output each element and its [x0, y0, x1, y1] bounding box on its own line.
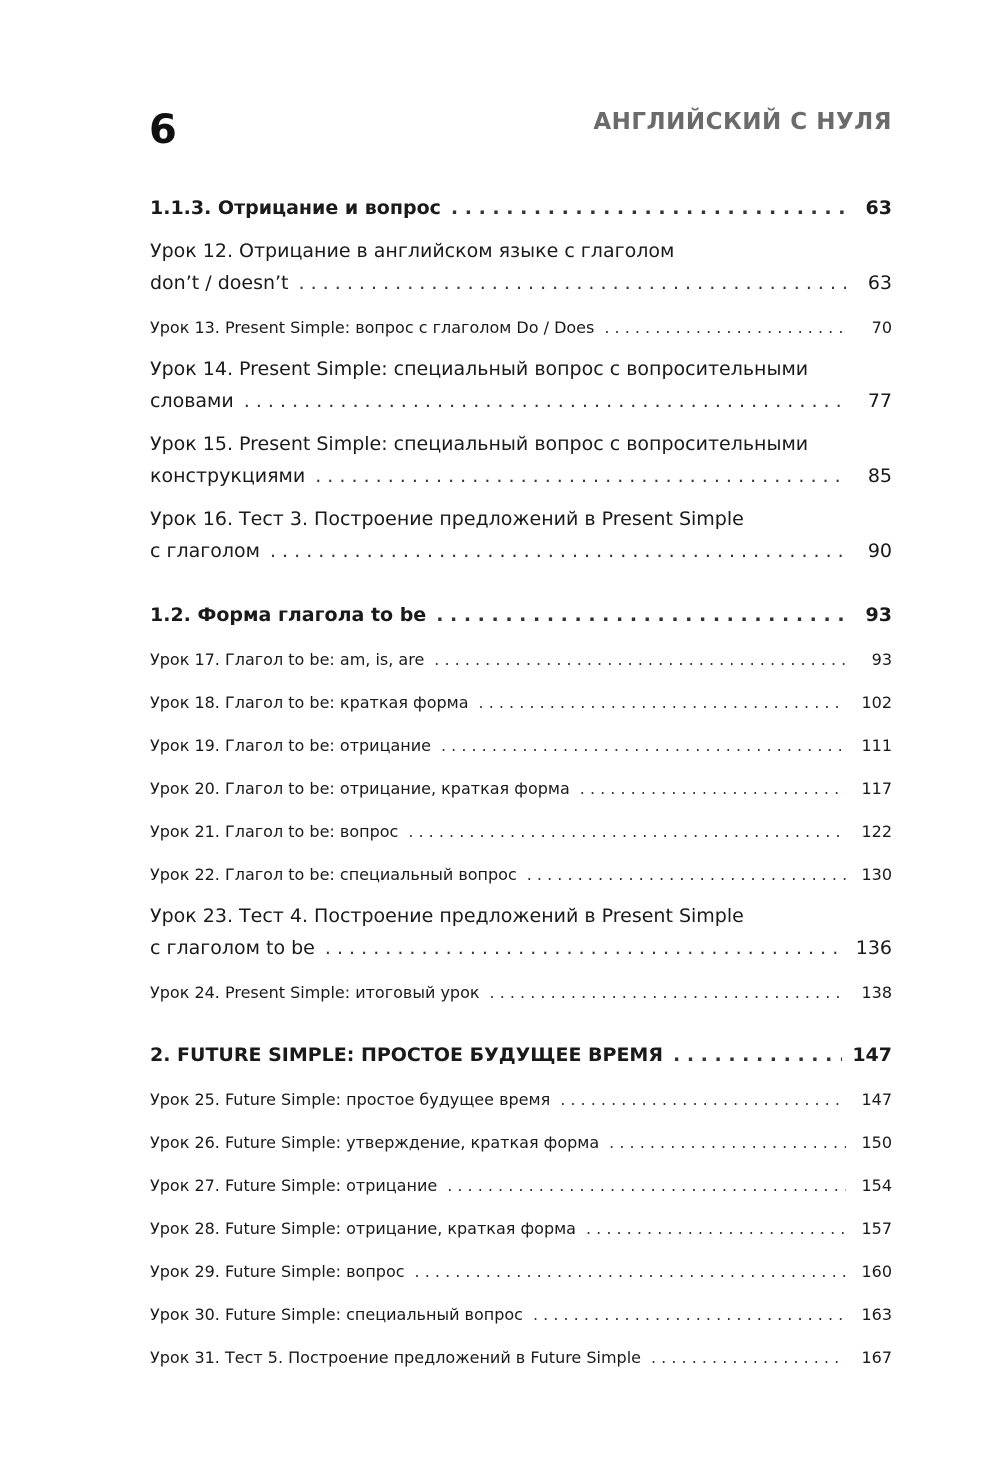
dot-leader [415, 1262, 846, 1289]
toc-entry-title: Урок 31. Тест 5. Построение предложений в Future Simple [150, 1348, 641, 1367]
dot-leader [244, 390, 846, 420]
table-of-contents [150, 183, 892, 1375]
dot-leader [408, 822, 846, 849]
toc-page-number: 138 [861, 983, 892, 1002]
toc-section[interactable] [150, 590, 892, 634]
toc-entry-title: Урок 16. Тест 3. Построение предложений в Present Simple [150, 508, 744, 530]
dot-leader [490, 983, 846, 1010]
toc-entry-title: Урок 22. Глагол to be: специальный вопрос [150, 865, 517, 884]
toc-page-number: 117 [861, 779, 892, 798]
toc-entry[interactable] [150, 677, 892, 720]
dot-leader [527, 865, 846, 892]
toc-page-number: 163 [861, 1305, 892, 1324]
toc-entry[interactable] [150, 892, 892, 967]
toc-page-number: 136 [855, 937, 892, 959]
toc-entry-title-cont: конструкциями [150, 465, 306, 487]
toc-section-title: 2. FUTURE SIMPLE: ПРОСТОЕ БУДУЩЕЕ ВРЕМЯ [150, 1044, 663, 1066]
toc-page-number: 85 [867, 465, 892, 487]
toc-entry-title: Урок 30. Future Simple: специальный вопрос [150, 1305, 523, 1324]
toc-entry-title-cont: don’t / doesn’t [150, 272, 289, 294]
toc-entry[interactable] [150, 1332, 892, 1375]
toc-entry[interactable] [150, 967, 892, 1010]
toc-section[interactable] [150, 183, 892, 227]
toc-entry-title: Урок 13. Present Simple: вопрос с глаголом Do / Does [150, 318, 595, 337]
toc-entry[interactable] [150, 345, 892, 420]
dot-leader [609, 1133, 846, 1160]
toc-page-number: 160 [861, 1262, 892, 1281]
toc-entry-title: Урок 28. Future Simple: отрицание, краткая форма [150, 1219, 576, 1238]
toc-page-number: 93 [871, 650, 892, 669]
toc-section-title: 1.1.3. Отрицание и вопрос [150, 197, 441, 219]
toc-entry[interactable] [150, 420, 892, 495]
toc-entry-title: Урок 26. Future Simple: утверждение, краткая форма [150, 1133, 600, 1152]
toc-page-number: 147 [861, 1090, 892, 1109]
dot-leader [533, 1305, 846, 1332]
dot-leader [325, 937, 846, 967]
dot-leader [651, 1348, 846, 1375]
toc-entry-title: Урок 15. Present Simple: специальный вопрос с вопросительными [150, 433, 809, 455]
dot-leader [673, 1044, 842, 1074]
toc-entry-title: Урок 24. Present Simple: итоговый урок [150, 983, 480, 1002]
toc-entry-title: Урок 19. Глагол to be: отрицание [150, 736, 431, 755]
dot-leader [441, 736, 846, 763]
toc-entry-title: Урок 29. Future Simple: вопрос [150, 1262, 405, 1281]
toc-page-number: 63 [865, 197, 892, 219]
toc-page-number: 150 [861, 1133, 892, 1152]
toc-entry-title: Урок 25. Future Simple: простое будущее время [150, 1090, 551, 1109]
dot-leader [270, 540, 846, 570]
toc-entry-title-cont: с глаголом [150, 540, 260, 562]
toc-page-number: 130 [861, 865, 892, 884]
toc-entry[interactable] [150, 495, 892, 570]
dot-leader [586, 1219, 846, 1246]
dot-leader [436, 604, 846, 634]
toc-page-number: 167 [861, 1348, 892, 1367]
toc-entry-title: Урок 27. Future Simple: отрицание [150, 1176, 438, 1195]
toc-entry[interactable] [150, 1246, 892, 1289]
toc-page-number: 147 [852, 1044, 892, 1066]
dot-leader [560, 1090, 846, 1117]
toc-entry[interactable] [150, 720, 892, 763]
toc-page-number: 77 [867, 390, 892, 412]
dot-leader [299, 272, 846, 302]
toc-entry[interactable] [150, 1074, 892, 1117]
toc-entry[interactable] [150, 763, 892, 806]
dot-leader [434, 650, 846, 677]
toc-entry[interactable] [150, 1160, 892, 1203]
toc-page-number: 63 [867, 272, 892, 294]
toc-entry[interactable] [150, 634, 892, 677]
toc-page-number: 90 [867, 540, 892, 562]
toc-entry[interactable] [150, 1203, 892, 1246]
dot-leader [451, 197, 846, 227]
toc-section-title: 1.2. Форма глагола to be [150, 604, 427, 626]
toc-page-number: 102 [861, 693, 892, 712]
toc-page-number: 70 [871, 318, 892, 337]
toc-entry[interactable] [150, 227, 892, 302]
toc-section[interactable] [150, 1030, 892, 1074]
toc-entry-title-cont: словами [150, 390, 234, 412]
toc-page-number: 111 [861, 736, 892, 755]
dot-leader [447, 1176, 846, 1203]
toc-entry-title: Урок 12. Отрицание в английском языке с глаголом [150, 240, 675, 262]
toc-entry[interactable] [150, 302, 892, 345]
toc-entry-title: Урок 14. Present Simple: специальный вопрос с вопросительными [150, 358, 809, 380]
toc-entry-title-cont: с глаголом to be [150, 937, 315, 959]
dot-leader [604, 318, 846, 345]
toc-entry[interactable] [150, 1117, 892, 1160]
toc-entry[interactable] [150, 1289, 892, 1332]
page-number: 6 [149, 107, 177, 153]
toc-entry[interactable] [150, 806, 892, 849]
toc-page-number: 157 [861, 1219, 892, 1238]
toc-page-number: 154 [861, 1176, 892, 1195]
dot-leader [479, 693, 846, 720]
toc-entry-title: Урок 20. Глагол to be: отрицание, краткая форма [150, 779, 570, 798]
toc-entry-title: Урок 18. Глагол to be: краткая форма [150, 693, 469, 712]
toc-page-number: 93 [865, 604, 892, 626]
toc-entry-title: Урок 21. Глагол to be: вопрос [150, 822, 399, 841]
dot-leader [315, 465, 846, 495]
toc-entry-title: Урок 23. Тест 4. Построение предложений в Present Simple [150, 905, 744, 927]
toc-entry[interactable] [150, 849, 892, 892]
running-title: АНГЛИЙСКИЙ С НУЛЯ [593, 109, 892, 135]
dot-leader [580, 779, 846, 806]
toc-page-number: 122 [861, 822, 892, 841]
toc-entry-title: Урок 17. Глагол to be: am, is, are [150, 650, 425, 669]
